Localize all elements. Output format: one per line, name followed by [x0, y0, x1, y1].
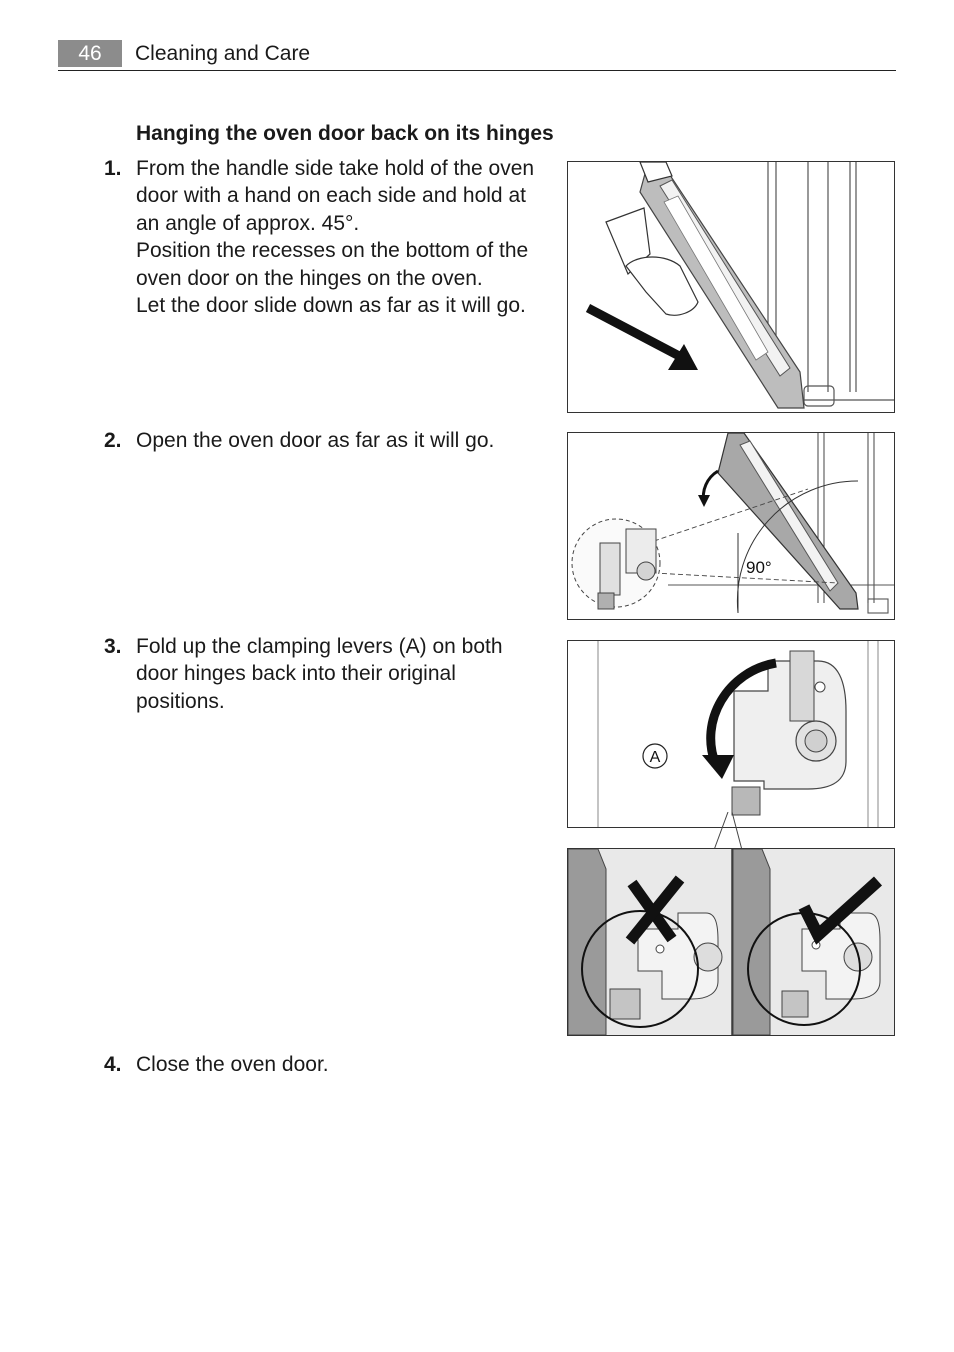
- figure-connector: [700, 812, 760, 852]
- step-number: 3.: [104, 635, 122, 658]
- step-line: positions.: [136, 689, 225, 713]
- header-title: Cleaning and Care: [135, 42, 311, 65]
- section-title: Hanging the oven door back on its hinges: [136, 122, 554, 145]
- lever-label: A: [649, 749, 661, 766]
- step-line: Fold up the clamping levers (A) on both: [136, 635, 503, 658]
- figure-door-hang: [567, 161, 895, 413]
- step-line: door with a hand on each side and hold at: [136, 184, 526, 208]
- step-text: [136, 427, 556, 454]
- step-number: 4.: [104, 1053, 122, 1076]
- figure-door-open: [567, 432, 895, 620]
- figure-wrong-correct: [567, 848, 895, 1036]
- step-line: Open the oven door as far as it will go.: [136, 429, 495, 452]
- step-number: 2.: [104, 429, 122, 452]
- step-line: an angle of approx. 45°.: [136, 211, 360, 235]
- step-line: Let the door slide down as far as it will go.: [136, 294, 526, 318]
- step-line: oven door on the hinges on the oven.: [136, 266, 483, 290]
- step-line: From the handle side take hold of the oven: [136, 157, 535, 180]
- step-line: Position the recesses on the bottom of the: [136, 239, 529, 263]
- step-text: [136, 633, 556, 715]
- step-number: 1.: [104, 157, 122, 180]
- step-line: door hinges back into their original: [136, 662, 456, 686]
- angle-label: 90°: [746, 558, 772, 577]
- step-text: [136, 155, 556, 319]
- page-number: 46: [58, 40, 122, 67]
- page-header: [58, 40, 896, 71]
- figure-clamping-lever: [567, 640, 895, 828]
- step-line: Close the oven door.: [136, 1053, 329, 1076]
- step-text: [136, 1051, 556, 1078]
